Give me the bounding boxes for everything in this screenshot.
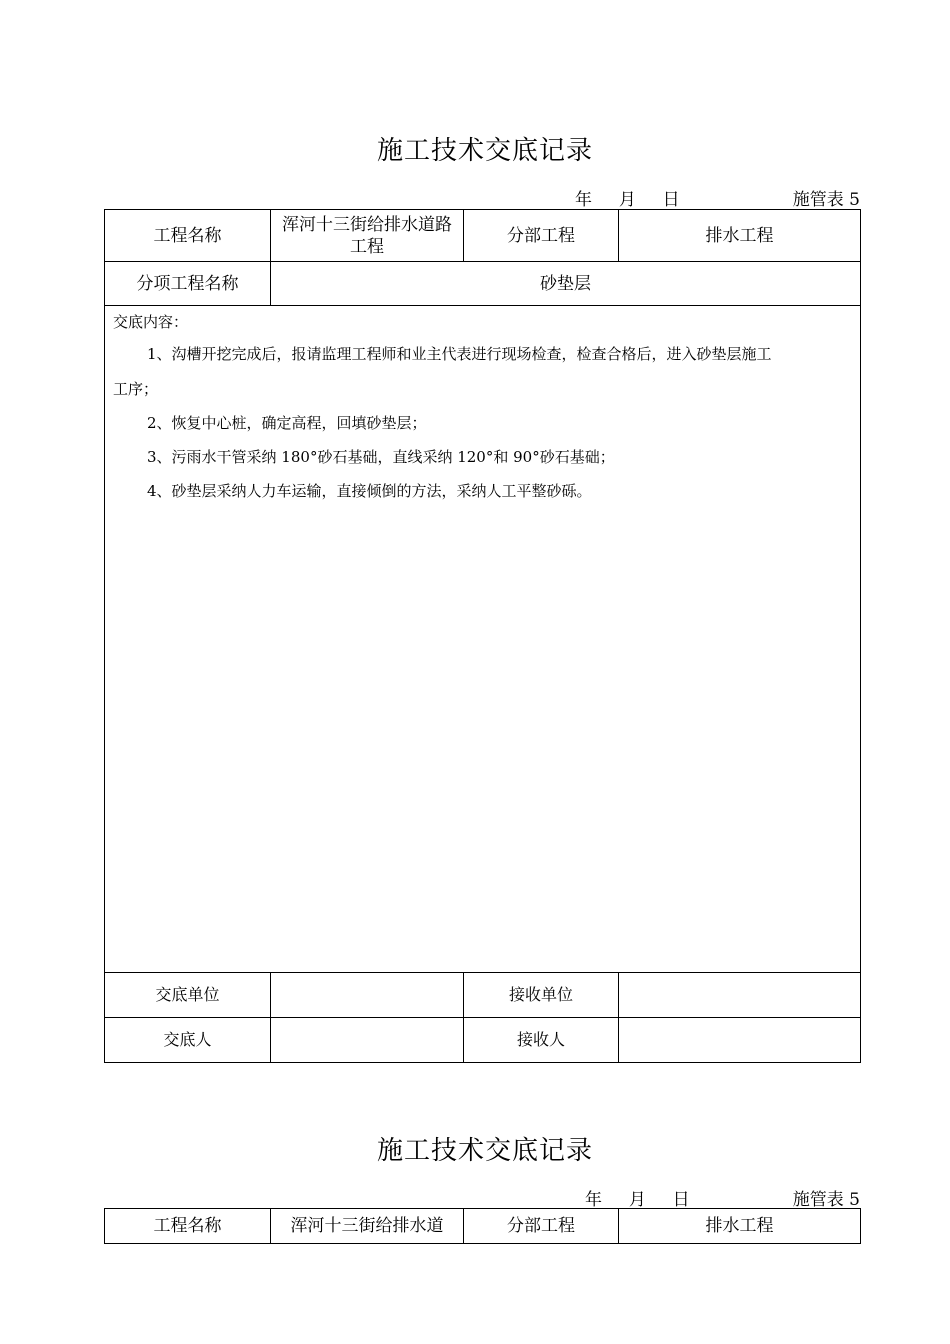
sub-project-label: 分部工程 <box>464 210 619 262</box>
form1-row-project <box>105 210 861 262</box>
form1-title: 施工技术交底记录 <box>376 136 593 166</box>
form1-date-month: 月 <box>618 190 636 210</box>
content-cell <box>105 306 861 973</box>
form1-row-units <box>105 973 861 1018</box>
form2-row-project <box>105 1209 861 1244</box>
project-name-label: 工程名称 <box>105 210 271 262</box>
issuer-value[interactable] <box>271 1018 464 1063</box>
form2-title: 施工技术交底记录 <box>376 1136 593 1166</box>
receiver-unit-label: 接收单位 <box>464 973 619 1018</box>
issuer-unit-label: 交底单位 <box>105 973 271 1018</box>
form2-sub-project-value: 排水工程 <box>619 1209 861 1244</box>
project-name-value: 浑河十三街给排水道路工程 <box>271 210 464 262</box>
form2-project-name-label: 工程名称 <box>105 1209 271 1244</box>
content-item-4: 4、砂垫层采纳人力车运输，直接倾倒的方法，采纳人工平整砂砾。 <box>147 482 592 500</box>
content-heading: 交底内容： <box>113 313 189 331</box>
form1-date-day: 日 <box>662 190 680 210</box>
receiver-value[interactable] <box>619 1018 861 1063</box>
form1-table <box>104 209 861 1063</box>
form1-row-persons <box>105 1018 861 1063</box>
issuer-unit-value[interactable] <box>271 973 464 1018</box>
form1-date <box>575 185 680 210</box>
form2-date <box>585 1185 690 1210</box>
form2-date-month: 月 <box>628 1190 646 1210</box>
content-item-1-cont: 工序； <box>113 380 159 398</box>
form1-row-item <box>105 262 861 306</box>
sub-project-value: 排水工程 <box>619 210 861 262</box>
content-item-2: 2、恢复中心桩，确定高程，回填砂垫层； <box>147 414 427 432</box>
content-item-3: 3、污雨水干管采纳 180°砂石基础，直线采纳 120°和 90°砂石基础； <box>147 448 615 466</box>
form2-form-number: 施管表 5 <box>792 1190 860 1210</box>
item-name-label: 分项工程名称 <box>105 262 271 306</box>
content-item-1: 1、沟槽开挖完成后，报请监理工程师和业主代表进行现场检查，检查合格后，进入砂垫层施工 <box>147 345 772 363</box>
form2-project-name-value: 浑河十三街给排水道 <box>271 1209 464 1244</box>
form2-date-day: 日 <box>672 1190 690 1210</box>
item-name-value: 砂垫层 <box>271 262 861 306</box>
form1-row-content <box>105 306 861 973</box>
form2-date-year: 年 <box>585 1190 602 1210</box>
receiver-label: 接收人 <box>464 1018 619 1063</box>
receiver-unit-value[interactable] <box>619 973 861 1018</box>
form2-table <box>104 1208 861 1244</box>
issuer-label: 交底人 <box>105 1018 271 1063</box>
form2-sub-project-label: 分部工程 <box>464 1209 619 1244</box>
form1-date-year: 年 <box>575 190 592 210</box>
form1-form-number: 施管表 5 <box>792 190 860 210</box>
